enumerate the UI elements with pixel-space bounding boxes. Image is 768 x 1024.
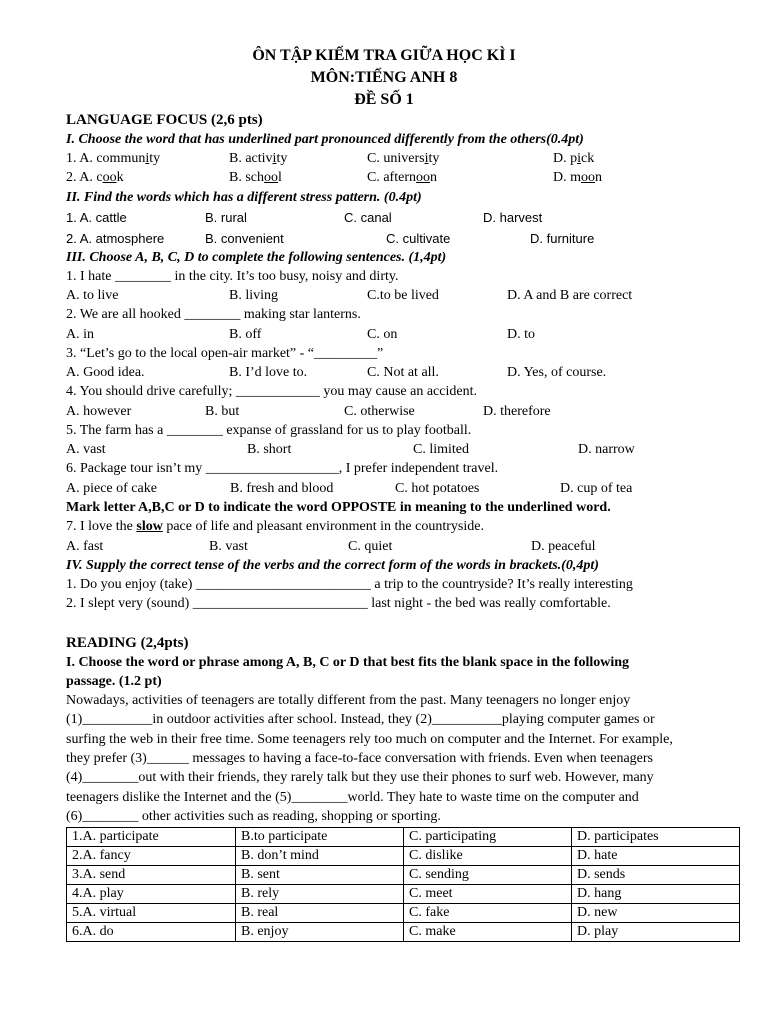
s2-q1-option-b: B. rural: [205, 210, 247, 225]
s3-q6-option-d: D. cup of tea: [560, 481, 633, 496]
s3-q6-option-b: B. fresh and blood: [230, 481, 334, 496]
s3-q6-option-a: A. piece of cake: [66, 481, 157, 496]
table-cell: 2.A. fancy: [67, 847, 236, 866]
s3-q5-option-c: C. limited: [413, 442, 469, 457]
passage-line: surfing the web in their free time. Some teenagers rely too much on computer and the Internet. For example,: [66, 732, 673, 747]
passage-line: they prefer (3)______ messages to having a face-to-face conversation with friends. Even when teenagers: [66, 751, 653, 766]
table-cell: C. meet: [404, 885, 572, 904]
table-row: [67, 866, 740, 885]
s3-q5-option-b: B. short: [247, 442, 292, 457]
s3-question-6: 6. Package tour isn’t my ___________________, I prefer independent travel.: [66, 461, 499, 476]
option-b: B. school: [229, 170, 282, 185]
s3-question-1: 1. I hate ________ in the city. It’s too busy, noisy and dirty.: [66, 269, 399, 284]
table-cell: C. make: [404, 923, 572, 942]
s3-q3-option-a: A. Good idea.: [66, 365, 145, 380]
reading-s1-heading-line-1: I. Choose the word or phrase among A, B, C or D that best fits the blank space in the following: [66, 655, 630, 670]
table-cell: D. new: [572, 904, 740, 923]
option-d: D. pick: [553, 151, 595, 166]
s3-q6-option-c: C. hot potatoes: [395, 481, 480, 496]
s3-q2-option-c: C. on: [367, 327, 398, 342]
table-cell: B. enjoy: [236, 923, 404, 942]
s3-q2-option-a: A. in: [66, 327, 94, 342]
s3-q4-option-c: C. otherwise: [344, 404, 415, 419]
table-cell: B. don’t mind: [236, 847, 404, 866]
title-line-1: ÔN TẬP KIẾM TRA GIỮA HỌC KÌ I: [252, 47, 516, 64]
table-cell: D. hang: [572, 885, 740, 904]
title-line-2: MÔN:TIẾNG ANH 8: [310, 69, 458, 86]
s4-question-2: 2. I slept very (sound) _________________________ last night - the bed was really comfortable.: [66, 596, 611, 611]
s3-q3-option-c: C. Not at all.: [367, 365, 439, 380]
option-b: B. activity: [229, 151, 288, 166]
opposite-heading: Mark letter A,B,C or D to indicate the word OPPOSTE in meaning to the underlined word.: [66, 500, 611, 515]
s2-q1-option-c: C. canal: [344, 210, 392, 225]
table-cell: B. real: [236, 904, 404, 923]
s3-q2-option-d: D. to: [507, 327, 535, 342]
passage-line: (1)__________in outdoor activities after school. Instead, they (2)__________playing computer games or: [66, 712, 655, 727]
table-cell: 1.A. participate: [67, 828, 236, 847]
s3-q7-option-d: D. peaceful: [531, 539, 596, 554]
table-cell: 3.A. send: [67, 866, 236, 885]
passage-line: teenagers dislike the Internet and the (5)________world. They hate to waste time on the computer and: [66, 790, 639, 805]
s3-question-2: 2. We are all hooked ________ making star lanterns.: [66, 307, 361, 322]
s3-q7-option-c: C. quiet: [348, 539, 393, 554]
table-cell: D. play: [572, 923, 740, 942]
s2-q2-option-c: C. cultivate: [386, 231, 451, 246]
table-cell: B. sent: [236, 866, 404, 885]
s3-q2-option-b: B. off: [229, 327, 262, 342]
option-a: 2. A. cook: [66, 170, 124, 185]
s3-question-7: 7. I love the slow pace of life and pleasant environment in the countryside.: [66, 519, 484, 534]
title-line-3: ĐỀ SỐ 1: [354, 91, 414, 108]
s4-question-1: 1. Do you enjoy (take) _________________________ a trip to the countryside? It’s really interesting: [66, 577, 633, 592]
passage-line: Nowadays, activities of teenagers are totally different from the past. Many teenagers no longer enjoy: [66, 693, 631, 708]
section-2-heading: II. Find the words which has a different stress pattern. (0.4pt): [66, 190, 422, 205]
option-d: D. moon: [553, 170, 602, 185]
s3-q3-option-b: B. I’d love to.: [229, 365, 308, 380]
table-cell: C. participating: [404, 828, 572, 847]
passage-line: (6)________ other activities such as reading, shopping or sporting.: [66, 809, 441, 824]
option-c: C. university: [367, 151, 440, 166]
section-4-heading: IV. Supply the correct tense of the verbs and the correct form of the words in brackets.(0,4pt): [66, 558, 599, 573]
s3-q1-option-d: D. A and B are correct: [507, 288, 633, 303]
table-cell: C. dislike: [404, 847, 572, 866]
section-1-heading: I. Choose the word that has underlined part pronounced differently from the others(0.4pt): [66, 132, 584, 147]
section-3-heading: III. Choose A, B, C, D to complete the following sentences. (1,4pt): [66, 250, 447, 265]
table-row: [67, 904, 740, 923]
s2-q1-option-a: 1. A. cattle: [66, 210, 127, 225]
s2-q2-option-b: B. convenient: [205, 231, 284, 246]
answer-options-table: [66, 827, 740, 942]
reading-s1-heading-line-2: passage. (1.2 pt): [66, 674, 162, 689]
s3-q1-option-c: C.to be lived: [367, 288, 439, 303]
table-cell: D. hate: [572, 847, 740, 866]
table-row: [67, 828, 740, 847]
s3-q4-option-d: D. therefore: [483, 404, 551, 419]
s2-q1-option-d: D. harvest: [483, 210, 543, 225]
table-cell: 6.A. do: [67, 923, 236, 942]
s3-q1-option-b: B. living: [229, 288, 279, 303]
table-cell: 5.A. virtual: [67, 904, 236, 923]
s3-question-4: 4. You should drive carefully; ____________ you may cause an accident.: [66, 384, 477, 399]
reading-heading: READING (2,4pts): [66, 635, 189, 651]
s3-q7-option-b: B. vast: [209, 539, 248, 554]
table-cell: D. sends: [572, 866, 740, 885]
table-row: [67, 847, 740, 866]
option-a: 1. A. community: [66, 151, 161, 166]
table-cell: B.to participate: [236, 828, 404, 847]
s3-question-3: 3. “Let’s go to the local open-air market” - “_________”: [66, 346, 384, 361]
table-cell: B. rely: [236, 885, 404, 904]
s2-q2-option-a: 2. A. atmosphere: [66, 231, 165, 246]
s3-q4-option-b: B. but: [205, 404, 240, 419]
table-cell: C. sending: [404, 866, 572, 885]
table-cell: 4.A. play: [67, 885, 236, 904]
s3-q4-option-a: A. however: [66, 404, 132, 419]
table-cell: C. fake: [404, 904, 572, 923]
table-row: [67, 923, 740, 942]
s3-q7-option-a: A. fast: [66, 539, 104, 554]
table-cell: D. participates: [572, 828, 740, 847]
s3-q3-option-d: D. Yes, of course.: [507, 365, 607, 380]
s3-q1-option-a: A. to live: [66, 288, 119, 303]
s3-q5-option-a: A. vast: [66, 442, 106, 457]
table-row: [67, 885, 740, 904]
s2-q2-option-d: D. furniture: [530, 231, 595, 246]
s3-question-5: 5. The farm has a ________ expanse of grassland for us to play football.: [66, 423, 472, 438]
option-c: C. afternoon: [367, 170, 437, 185]
s3-q5-option-d: D. narrow: [578, 442, 635, 457]
language-focus-heading: LANGUAGE FOCUS (2,6 pts): [66, 112, 263, 128]
passage-line: (4)________out with their friends, they rarely talk but they use their phones to surf web. However, many: [66, 770, 654, 785]
